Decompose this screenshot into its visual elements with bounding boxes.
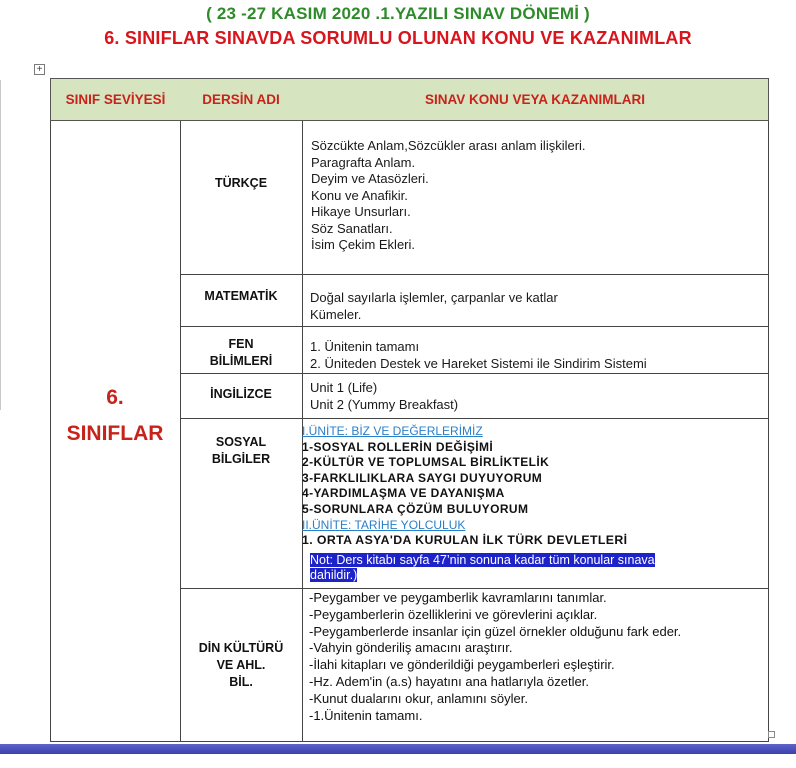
row-divider-ingilizce bbox=[180, 418, 769, 419]
table-border-bottom bbox=[50, 741, 769, 742]
list-item: -Peygamber ve peygamberlik kavramlarını tanımlar. bbox=[309, 590, 607, 605]
subject-fen-line1: FEN bbox=[228, 337, 254, 351]
list-item: -Peygamberlerde insanlar için güzel örnekler olduğunu fark eder. bbox=[309, 623, 682, 639]
grade-label: SINIFLAR bbox=[66, 422, 164, 445]
list-item: Unit 2 (Yummy Breakfast) bbox=[310, 396, 459, 412]
subject-din-line3: BİL. bbox=[229, 675, 253, 689]
list-item: Unit 1 (Life) bbox=[310, 380, 378, 395]
column-header-grade: SINIF SEVİYESİ bbox=[50, 78, 181, 121]
subject-din bbox=[180, 640, 302, 691]
list-item: Doğal sayılarla işlemler, çarpanlar ve katlar bbox=[310, 290, 558, 305]
row-divider-turkce bbox=[180, 274, 769, 275]
row-divider-fen bbox=[180, 373, 769, 374]
list-item: 5-SORUNLARA ÇÖZÜM BULUYORUM bbox=[302, 501, 529, 516]
table-border-right bbox=[768, 121, 769, 742]
topics-turkce bbox=[311, 138, 586, 254]
sosyal-note bbox=[310, 553, 700, 583]
page-left-edge bbox=[0, 80, 1, 410]
table-move-handle-icon[interactable]: + bbox=[34, 64, 45, 75]
list-item: Kümeler. bbox=[310, 306, 362, 322]
list-item: 2-KÜLTÜR VE TOPLUMSAL BİRLİKTELİK bbox=[302, 455, 550, 470]
page-bottom-bar bbox=[0, 744, 796, 754]
subject-ingilizce: İNGİLİZCE bbox=[210, 387, 272, 401]
list-item: 4-YARDIMLAŞMA VE DAYANIŞMA bbox=[302, 486, 505, 501]
topics-matematik bbox=[310, 290, 558, 323]
list-item: 1. Ünitenin tamamı bbox=[310, 339, 420, 354]
unit2-title-link[interactable]: II.ÜNİTE: TARİHE YOLCULUK bbox=[302, 517, 466, 532]
subject-fen-line2: BİLİMLERİ bbox=[209, 354, 273, 368]
exam-period-title: ( 23 -27 KASIM 2020 .1.YAZILI SINAV DÖNEMİ ) bbox=[206, 4, 590, 23]
list-item: Paragrafta Anlam. bbox=[311, 154, 416, 170]
list-item: -İlahi kitapları ve gönderildiği peygamberleri eşleştirir. bbox=[309, 657, 615, 673]
list-item: Deyim ve Atasözleri. bbox=[311, 171, 429, 186]
column-header-subject: DERSİN ADI bbox=[180, 78, 303, 121]
topics-fen bbox=[310, 339, 647, 372]
list-item: 2. Üniteden Destek ve Hareket Sistemi ile Sindirim Sistemi bbox=[310, 355, 647, 371]
topics-sosyal bbox=[302, 424, 628, 549]
subject-matematik: MATEMATİK bbox=[204, 289, 278, 303]
table-resize-handle-icon[interactable] bbox=[768, 731, 775, 738]
list-item: 3-FARKLILIKLARA SAYGI DUYUYORUM bbox=[302, 470, 543, 485]
subject-sosyal bbox=[180, 434, 302, 468]
subject-sosyal-line1: SOSYAL bbox=[215, 435, 267, 449]
subject-sosyal-line2: BİLGİLER bbox=[211, 452, 271, 466]
list-item: 1-SOSYAL ROLLERİN DEĞİŞİMİ bbox=[302, 439, 494, 454]
list-item: -Hz. Adem'in (a.s) hayatını ana hatlarıyla özetler. bbox=[309, 673, 589, 689]
subject-din-line1: DİN KÜLTÜRÜ bbox=[198, 641, 284, 655]
list-item: -Kunut dualarını okur, anlamını söyler. bbox=[309, 690, 528, 706]
list-item: -Peygamberlerin özelliklerini ve görevlerini açıklar. bbox=[309, 606, 598, 622]
unit1-title-link[interactable]: I.ÜNİTE: BİZ VE DEĞERLERİMİZ bbox=[302, 424, 483, 438]
row-divider-matematik bbox=[180, 326, 769, 327]
list-item: 1. ORTA ASYA'DA KURULAN İLK TÜRK DEVLETLERİ bbox=[302, 533, 628, 548]
page-title: 6. SINIFLAR SINAVDA SORUMLU OLUNAN KONU VE KAZANIMLAR bbox=[104, 28, 692, 48]
subject-din-line2: VE AHL. bbox=[216, 658, 266, 672]
list-item: -Vahyin gönderiliş amacını araştırır. bbox=[309, 640, 513, 656]
list-item: Hikaye Unsurları. bbox=[311, 204, 411, 219]
topics-ingilizce bbox=[310, 380, 458, 413]
list-item: Sözcükte Anlam,Sözcükler arası anlam ilişkileri. bbox=[311, 138, 586, 153]
list-item: Konu ve Anafikir. bbox=[311, 187, 408, 203]
highlighted-note-text: Not: Ders kitabı sayfa 47’nin sonuna kadar tüm konular sınava dahildir.) bbox=[310, 553, 655, 582]
list-item: -1.Ünitenin tamamı. bbox=[309, 707, 423, 723]
column-header-topics: SINAV KONU VEYA KAZANIMLARI bbox=[302, 78, 769, 121]
list-item: İsim Çekim Ekleri. bbox=[311, 237, 416, 252]
grade-number: 6. bbox=[106, 386, 124, 409]
subject-fen bbox=[180, 336, 302, 370]
list-item: Söz Sanatları. bbox=[311, 220, 393, 236]
subject-turkce: TÜRKÇE bbox=[214, 176, 268, 190]
topics-din bbox=[309, 589, 681, 723]
